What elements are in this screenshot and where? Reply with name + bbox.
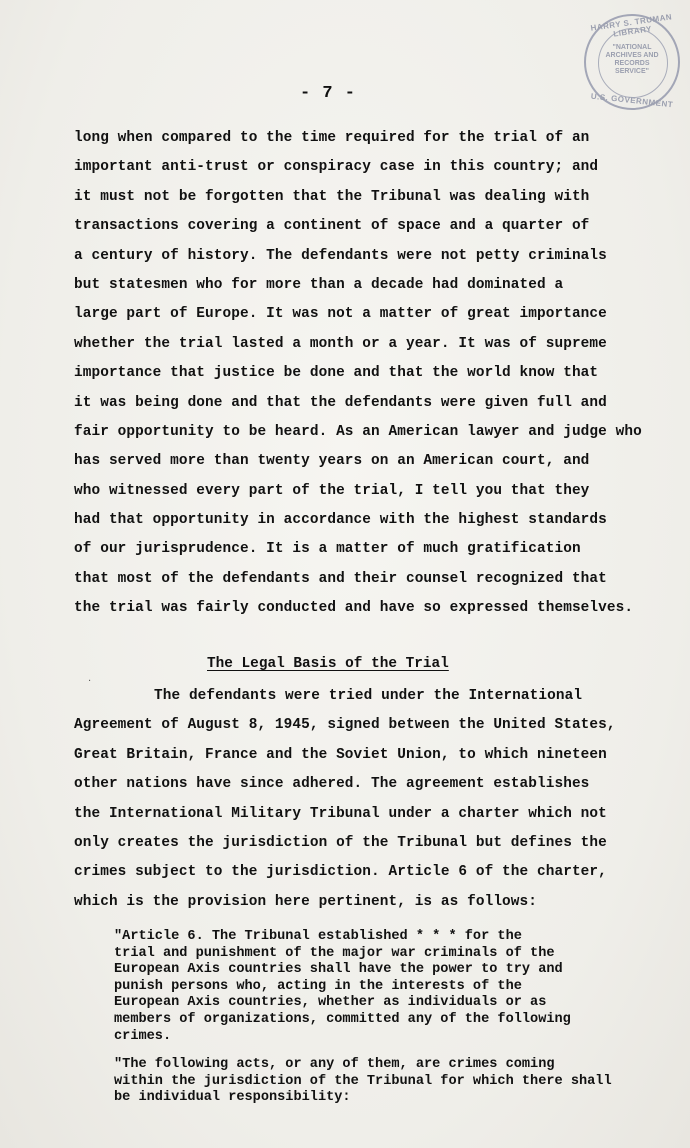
text-line: large part of Europe. It was not a matter of great importance — [74, 306, 607, 323]
text-line: The defendants were tried under the International — [154, 688, 583, 704]
text-line: Great Britain, France and the Soviet Union, to which nineteen — [74, 746, 607, 763]
stamp-center-text — [600, 44, 664, 76]
quote-line: European Axis countries shall have the power to try and — [114, 962, 563, 978]
text-line: a century of history. The defendants were not petty criminals — [74, 247, 607, 264]
text-line: fair opportunity to be heard. As an American lawyer and judge who — [74, 423, 642, 440]
quotation-article-6 — [114, 929, 674, 1045]
stamp-center-line: SERVICE" — [615, 68, 649, 75]
stamp-bottom-text: U.S. GOVERNMENT — [590, 91, 674, 110]
quote-line: crimes. — [114, 1028, 172, 1044]
quote-line: "Article 6. The Tribunal established * * * for the — [114, 929, 522, 944]
paragraph-2 — [74, 682, 674, 917]
text-line: other nations have since adhered. The agreement establishes — [74, 776, 590, 793]
quote-line: be individual responsibility: — [114, 1090, 351, 1106]
text-line: only creates the jurisdiction of the Tribunal but defines the — [74, 834, 607, 851]
quote-line: within the jurisdiction of the Tribunal for which there shall — [114, 1073, 612, 1089]
text-line: had that opportunity in accordance with the highest standards — [74, 512, 607, 529]
paragraph-1 — [74, 124, 674, 624]
text-line: which is the provision here pertinent, is as follows: — [74, 893, 537, 910]
stamp-center-line: "NATIONAL — [612, 44, 652, 51]
stamp-center-line: RECORDS — [614, 60, 650, 67]
text-line: has served more than twenty years on an American court, and — [74, 453, 590, 470]
quote-line: trial and punishment of the major war criminals of the — [114, 945, 555, 961]
text-line: of our jurisprudence. It is a matter of much gratification — [74, 541, 581, 558]
quote-line: European Axis countries, whether as individuals or as — [114, 995, 547, 1011]
quotation-crimes — [114, 1057, 674, 1107]
text-line: but statesmen who for more than a decade had dominated a — [74, 276, 564, 293]
text-line: important anti-trust or conspiracy case in this country; and — [74, 159, 599, 176]
stamp-center-line: ARCHIVES AND — [605, 52, 659, 59]
quote-line: punish persons who, acting in the interests of the — [114, 978, 522, 994]
text-line: whether the trial lasted a month or a year. It was of supreme — [74, 335, 607, 352]
text-line: it must not be forgotten that the Tribunal was dealing with — [74, 188, 590, 205]
text-line: the trial was fairly conducted and have so expressed themselves. — [74, 600, 634, 617]
quote-line: members of organizations, committed any of the following — [114, 1011, 571, 1027]
text-line: Agreement of August 8, 1945, signed between the United States, — [74, 717, 616, 734]
page-number: - 7 - — [300, 84, 357, 103]
section-heading: The Legal Basis of the Trial — [207, 656, 449, 672]
text-line: importance that justice be done and that the world know that — [74, 365, 599, 382]
text-line: that most of the defendants and their counsel recognized that — [74, 570, 607, 587]
text-line: who witnessed every part of the trial, I tell you that they — [74, 482, 590, 499]
quote-line: "The following acts, or any of them, are crimes coming — [114, 1057, 555, 1072]
archive-stamp — [584, 14, 680, 110]
text-line: crimes subject to the jurisdiction. Article 6 of the charter, — [74, 864, 607, 881]
stamp-top-text: HARRY S. TRUMAN LIBRARY — [590, 12, 673, 39]
text-line: the International Military Tribunal under a charter which not — [74, 805, 607, 822]
text-line: long when compared to the time required for the trial of an — [74, 130, 590, 146]
text-line: transactions covering a continent of space and a quarter of — [74, 218, 590, 235]
text-line: it was being done and that the defendants were given full and — [74, 394, 607, 411]
ink-speck: · — [88, 676, 92, 687]
